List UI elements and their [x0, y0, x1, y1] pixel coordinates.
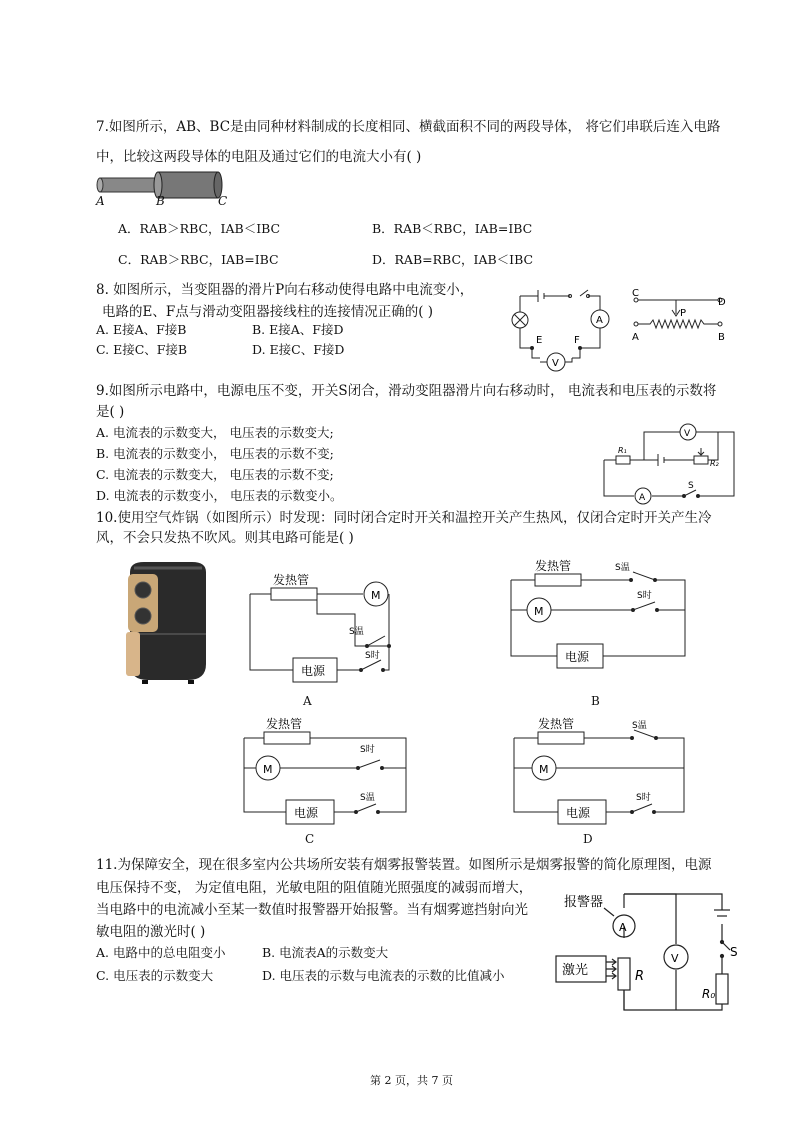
q11-alarm-label: 报警器 [564, 895, 604, 910]
q10d-switch-time-label: S时 [636, 793, 651, 803]
q7-label-a: A [96, 194, 105, 208]
q9-ammeter-label: A [639, 493, 646, 503]
q8-circuit-diagram [510, 288, 610, 376]
q11-stem-line3: 当电路中的电流减小至某一数值时报警器开始报警。当有烟雾遮挡射向光 [96, 902, 528, 918]
q10-circuit-b [505, 560, 690, 670]
q7-conductor-figure [96, 172, 236, 212]
q8-slider-p-label: P [680, 308, 687, 319]
q11-laser-label: 激光 [562, 963, 589, 978]
q9-voltmeter-label: V [684, 429, 691, 439]
q9-r1-label: R₁ [618, 446, 627, 455]
q9-option-c[interactable]: C. 电流表的示数变大， 电压表的示数不变; [96, 467, 334, 482]
q10a-switch-temp-label: S温 [349, 627, 364, 637]
q11-option-c[interactable]: C. 电压表的示数变大 [96, 968, 214, 983]
q10a-source-label: 电源 [301, 664, 326, 678]
q9-stem-line2: 是( ) [96, 404, 125, 420]
q11-ammeter-label: A [619, 921, 627, 934]
q10-stem-line2: 风，不会只发热不吹风。则其电路可能是( ) [96, 530, 354, 546]
q10b-switch-temp-label: S温 [615, 563, 630, 573]
q8-terminal-c-label: C [632, 288, 639, 299]
q9-circuit-diagram [600, 418, 738, 503]
q8-point-f-label: F [574, 335, 580, 346]
q11-stem-line2: 电压保持不变， 为定值电阻，光敏电阻的阻值随光照强度的减弱而增大， [96, 880, 533, 896]
q8-option-a[interactable]: A. E接A、F接B [96, 322, 187, 337]
q8-option-d[interactable]: D. E接C、F接D [252, 342, 345, 357]
q10d-heater-label: 发热管 [538, 717, 575, 731]
q11-smoke-alarm-circuit [552, 886, 742, 1016]
q7-option-a[interactable]: A．RAB＞RBC，IAB＜IBC [118, 221, 281, 236]
q10b-source-label: 电源 [565, 650, 590, 664]
q8-stem-line1: 8. 如图所示，当变阻器的滑片P向右移动使得电路中电流变小， [96, 282, 474, 298]
q10a-motor-label: M [371, 589, 381, 602]
q11-option-d[interactable]: D. 电压表的示数与电流表的示数的比值减小 [262, 968, 505, 983]
q9-option-d[interactable]: D. 电流表的示数变小， 电压表的示数变小。 [96, 488, 343, 503]
q10d-motor-label: M [539, 763, 549, 776]
q10c-motor-label: M [263, 763, 273, 776]
q10-caption-a: A [303, 694, 312, 708]
q8-point-e-label: E [536, 335, 543, 346]
q8-terminal-a-label: A [632, 332, 639, 343]
q7-option-b[interactable]: B．RAB＜RBC，IAB=IBC [372, 221, 533, 236]
q9-option-a[interactable]: A. 电流表的示数变大， 电压表的示数变大; [96, 425, 334, 440]
q10c-switch-time-label: S时 [360, 745, 375, 755]
q8-option-c[interactable]: C. E接C、F接B [96, 342, 188, 357]
q9-switch-label: S [688, 481, 694, 491]
q7-option-c[interactable]: C．RAB＞RBC，IAB=IBC [118, 252, 279, 267]
q10b-heater-label: 发热管 [535, 559, 572, 573]
air-fryer-image [118, 560, 218, 690]
q8-ammeter-label: A [596, 315, 603, 326]
q9-r2-label: R₂ [710, 459, 719, 468]
q11-voltmeter-label: V [671, 952, 679, 965]
q11-resistor-r0-label: R₀ [702, 987, 716, 1001]
q8-terminal-d-label: D [718, 297, 726, 308]
q10-circuit-a [245, 574, 405, 682]
page-footer: 第 2 页，共 7 页 [370, 1074, 453, 1087]
q7-stem-line1: 7.如图所示，AB、BC是由同种材料制成的长度相同、横截面积不同的两段导体， 将它们串联后连入电路 [96, 119, 721, 135]
q8-option-b[interactable]: B. E接A、F接D [252, 322, 344, 337]
q10c-heater-label: 发热管 [266, 717, 303, 731]
q11-option-b[interactable]: B. 电流表A的示数变大 [262, 945, 389, 960]
q7-label-b: B [156, 194, 165, 208]
q10-stem-line1: 10.使用空气炸锅（如图所示）时发现：同时闭合定时开关和温控开关产生热风，仅闭合定时开关产生冷 [96, 510, 712, 526]
q10d-source-label: 电源 [566, 806, 591, 820]
q10c-switch-temp-label: S温 [360, 793, 375, 803]
q9-option-b[interactable]: B. 电流表的示数变小， 电压表的示数不变; [96, 446, 334, 461]
q11-resistor-r-label: R [635, 969, 645, 984]
q10-circuit-d [508, 712, 688, 822]
q9-stem-line1: 9.如图所示电路中，电源电压不变，开关S闭合，滑动变阻器滑片向右移动时， 电流表和电压表的示数将 [96, 383, 717, 399]
q7-option-d[interactable]: D．RAB=RBC，IAB＜IBC [372, 252, 534, 267]
q10-circuit-c [240, 712, 410, 822]
q10b-switch-time-label: S时 [637, 591, 652, 601]
q7-label-c: C [218, 194, 228, 208]
q10d-switch-temp-label: S温 [632, 721, 647, 731]
q10-caption-b: B [591, 694, 600, 708]
q11-option-a[interactable]: A. 电路中的总电阻变小 [96, 945, 226, 960]
q11-switch-label: S [730, 945, 738, 959]
q10a-switch-time-label: S时 [365, 651, 380, 661]
q8-rheostat-diagram [630, 288, 730, 344]
q10-caption-d: D [583, 832, 593, 846]
q11-stem-line4: 敏电阻的激光时( ) [96, 924, 206, 940]
q11-stem-line1: 11.为保障安全，现在很多室内公共场所安装有烟雾报警装置。如图所示是烟雾报警的简化原理图，电源 [96, 857, 712, 873]
q10a-heater-label: 发热管 [273, 573, 310, 587]
q8-terminal-b-label: B [718, 332, 725, 343]
q10b-motor-label: M [534, 605, 544, 618]
q7-stem-line2: 中，比较这两段导体的电阻及通过它们的电流大小有( ) [96, 149, 422, 165]
q8-voltmeter-label: V [552, 358, 559, 369]
q10-caption-c: C [305, 832, 315, 846]
q10c-source-label: 电源 [294, 806, 319, 820]
q8-stem-line2: 电路的E、F点与滑动变阻器接线柱的连接情况正确的( ) [102, 304, 434, 320]
